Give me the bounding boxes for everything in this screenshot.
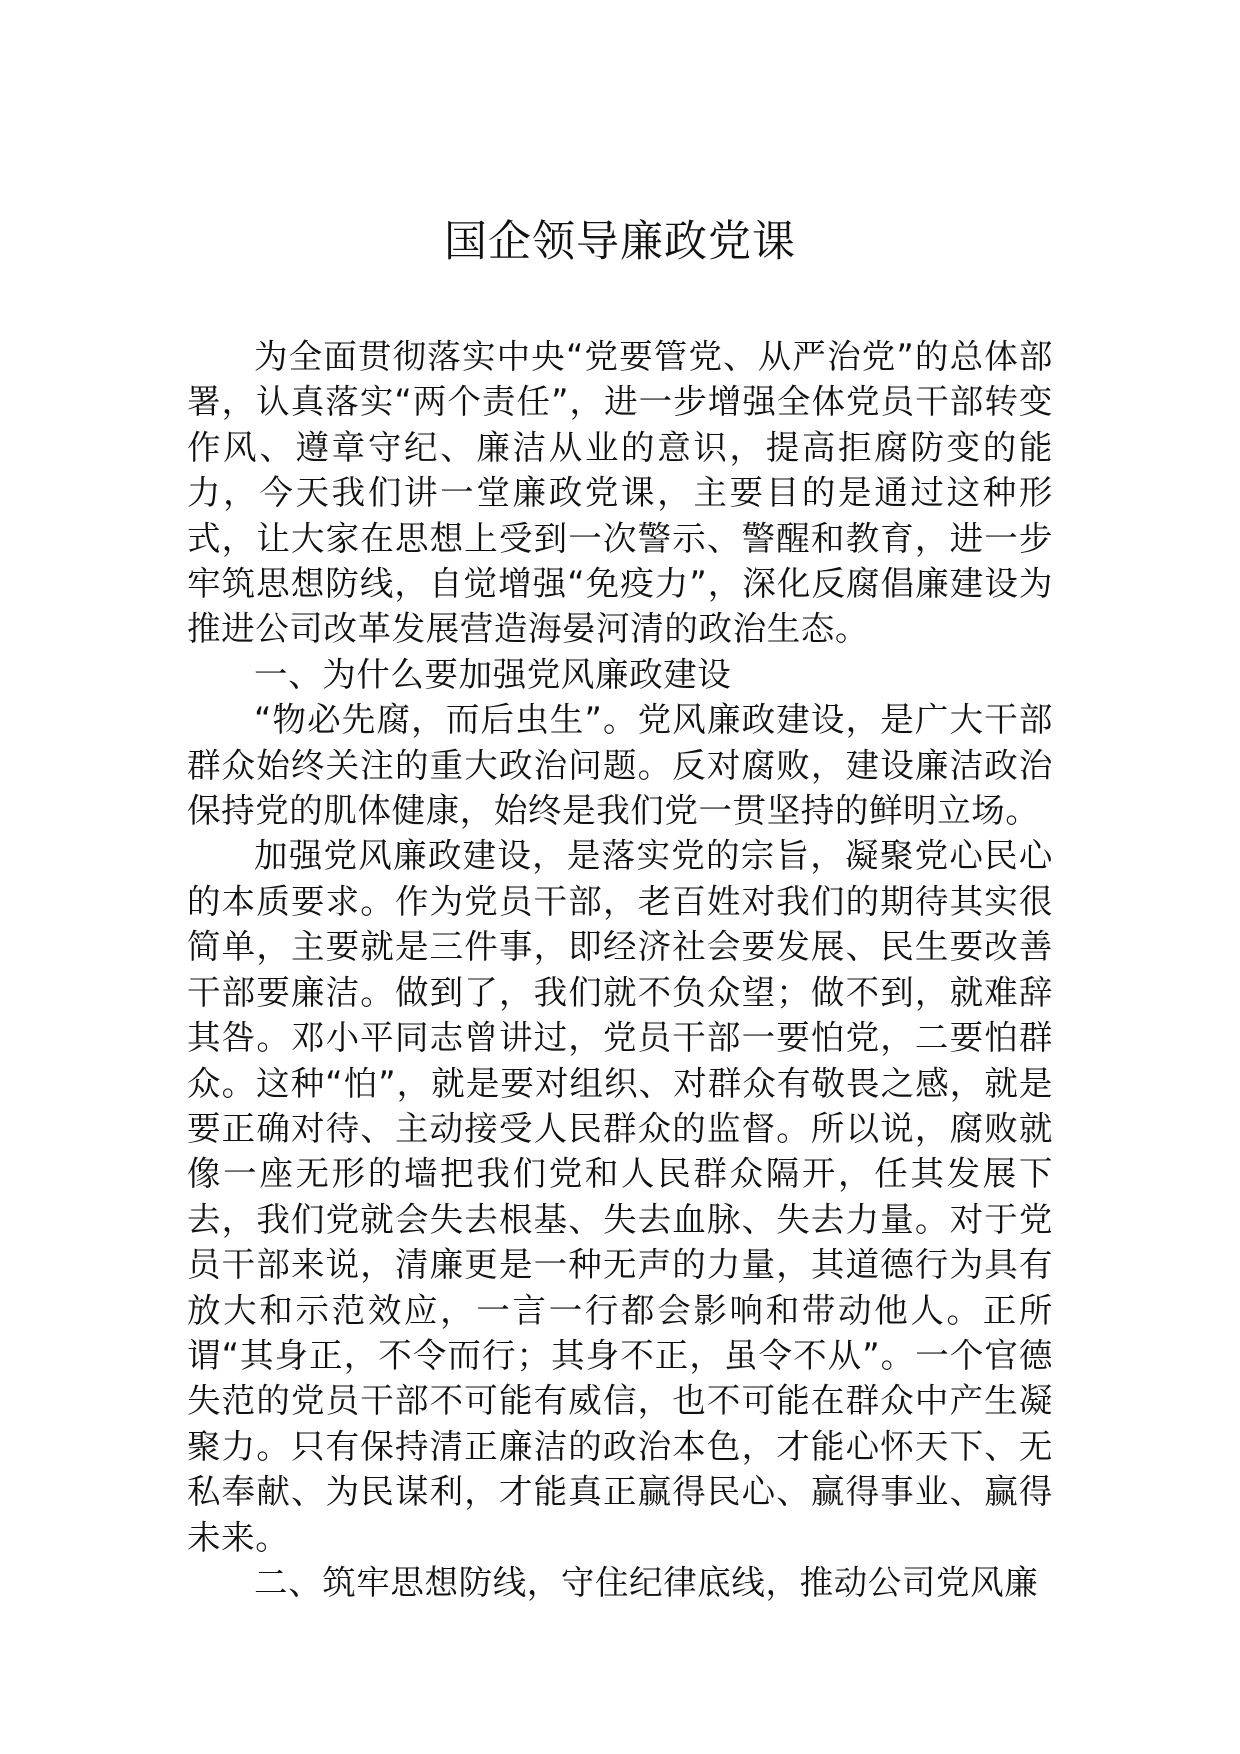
document-title: 国企领导廉政党课 <box>444 217 796 267</box>
document-body <box>187 334 1053 1605</box>
paragraph-main: 加强党风廉政建设，是落实党的宗旨，凝聚党心民心的本质要求。作为党员干部，老百姓对我们的期待其实很简单，主要就是三件事，即经济社会要发展、民生要改善干部要廉洁。做到了，我们就不负众望；做不到，就难辞其咎。邓小平同志曾讲过，党员干部一要怕党，二要怕群众。这种“怕”，就是要对组织、对群众有敬畏之感，就是要正确对待、主动接受人民群众的监督。所以说，腐败就像一座无形的墙把我们党和人民群众隔开，任其发展下去，我们党就会失去根基、失去血脉、失去力量。对于党员干部来说，清廉更是一种无声的力量，其道德行为具有放大和示范效应，一言一行都会影响和带动他人。正所谓“其身正，不令而行；其身不正，虽令不从”。一个官德失范的党员干部不可能有威信，也不可能在群众中产生凝聚力。只有保持清正廉洁的政治本色，才能心怀天下、无私奉献、为民谋利，才能真正赢得民心、赢得事业、赢得未来。 <box>187 836 1053 1557</box>
section-heading-2: 二、筑牢思想防线，守住纪律底线，推动公司党风廉 <box>254 1562 1039 1602</box>
paragraph-quote: “物必先腐，而后虫生”。党风廉政建设，是广大干部群众始终关注的重大政治问题。反对腐败，建设廉洁政治保持党的肌体健康，始终是我们党一贯坚持的鲜明立场。 <box>187 700 1053 831</box>
paragraph-intro: 为全面贯彻落实中央“党要管党、从严治党”的总体部署，认真落实“两个责任”，进一步增强全体党员干部转变作风、遵章守纪、廉洁从业的意识，提高拒腐防变的能力，今天我们讲一堂廉政党课，主要目的是通过这种形式，让大家在思想上受到一次警示、警醒和教育，进一步牢筑思想防线，自觉增强“免疫力”，深化反腐倡廉建设为推进公司改革发展营造海晏河清的政治生态。 <box>187 337 1053 649</box>
section-heading-1: 一、为什么要加强党风廉政建设 <box>254 654 732 694</box>
